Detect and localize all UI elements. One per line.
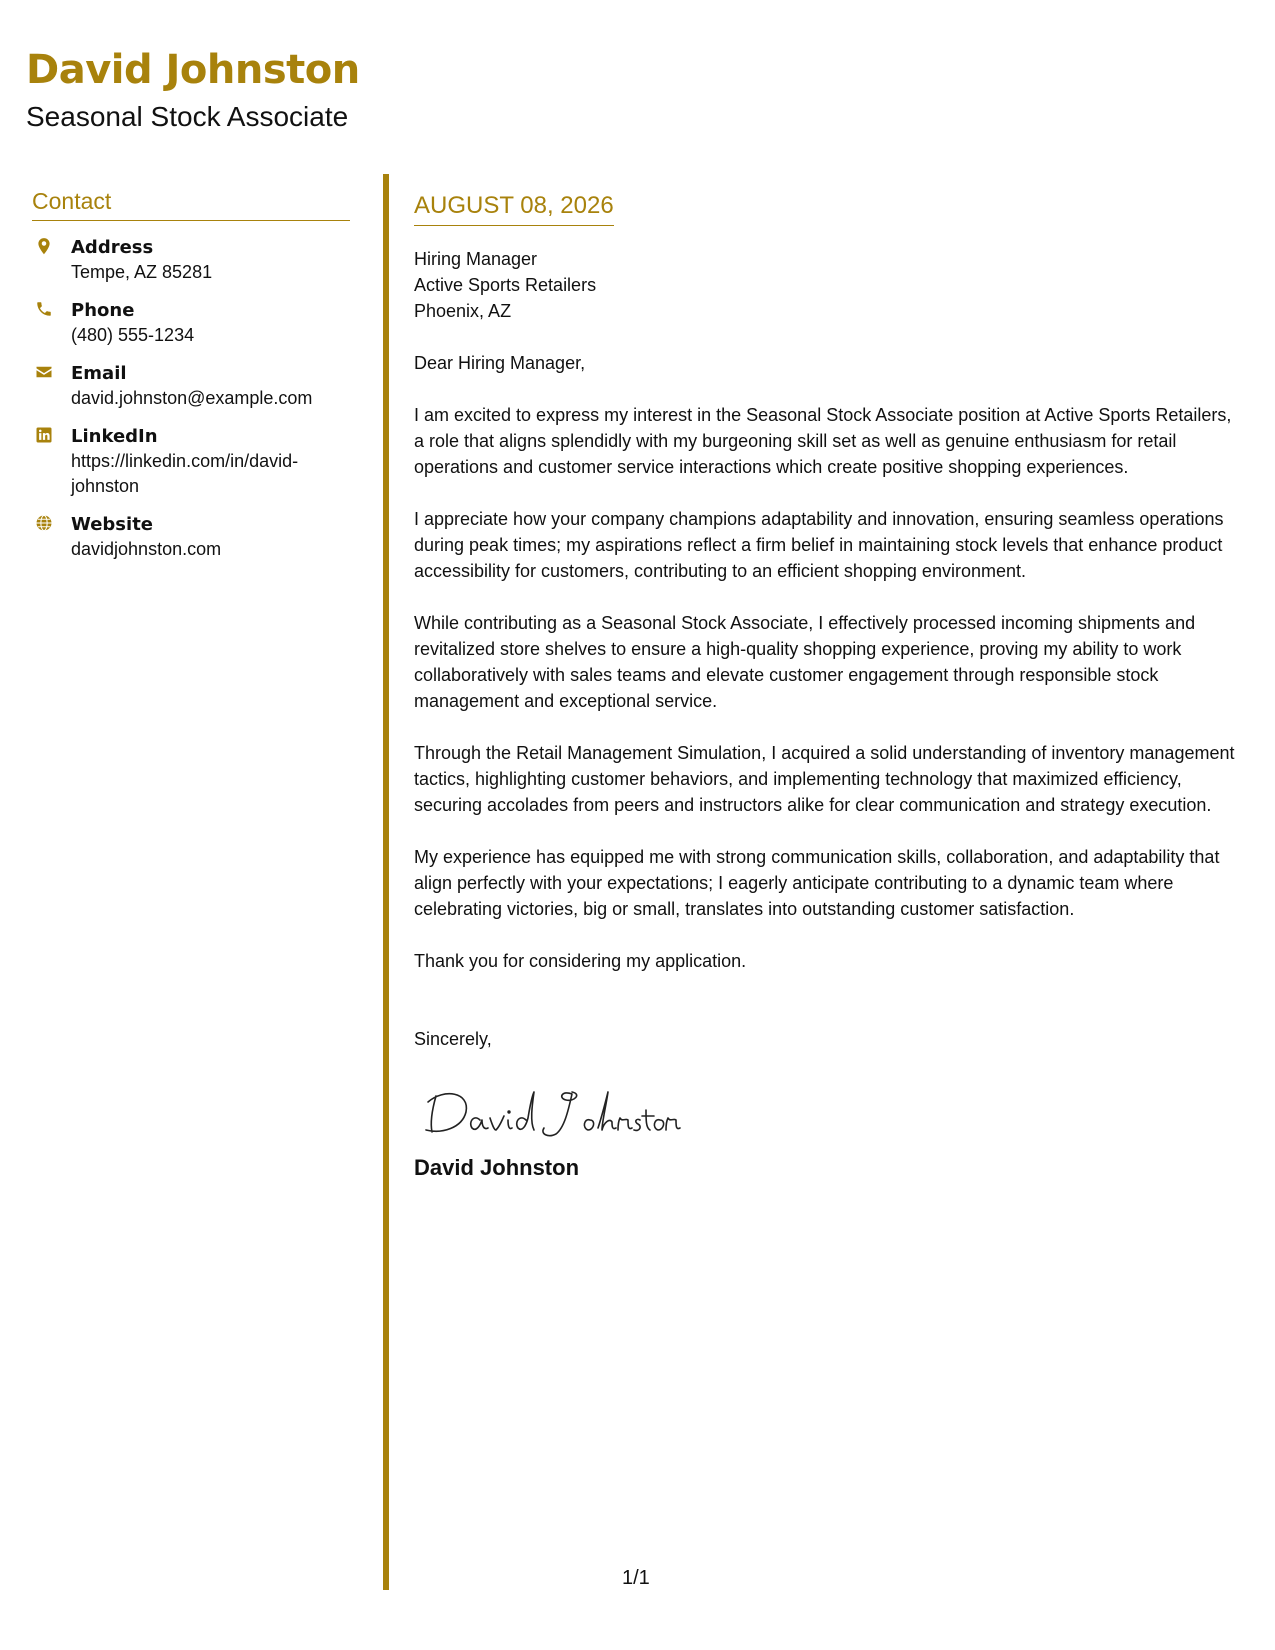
recipient-block [414, 246, 1244, 324]
letter-paragraph: While contributing as a Seasonal Stock Associate, I effectively processed incoming shipments and revitalized store shelves to ensure a high-quality shopping experience, proving my ability to work collaboratively with sales teams and elevate customer engagement through responsible stock management and exceptional service. [414, 612, 1196, 711]
letter-paragraph: Through the Retail Management Simulation, I acquired a solid understanding of inventory management tactics, highlighting customer behaviors, and implementing technology that maximized efficiency, securing accolades from peers and instructors alike for clear communication and strategy execution. [414, 742, 1235, 815]
contact-item-phone [32, 298, 350, 348]
phone-value[interactable]: (480) 555-1234 [71, 324, 195, 345]
contact-sidebar [32, 188, 350, 575]
contact-item-email [32, 361, 350, 411]
globe-icon [35, 514, 53, 532]
contact-label: LinkedIn [71, 425, 158, 447]
letter-paragraph: Thank you for considering my application. [414, 950, 747, 971]
vertical-divider [383, 174, 389, 1590]
contact-label: Website [71, 513, 154, 535]
handwritten-signature [422, 1082, 682, 1142]
linkedin-value[interactable]: https://linkedin.com/in/david-johnston [71, 450, 299, 496]
signed-name: David Johnston [414, 1154, 580, 1180]
address-value: Tempe, AZ 85281 [71, 261, 213, 282]
contact-label: Phone [71, 299, 135, 321]
closing: Sincerely, [414, 1028, 492, 1049]
email-value[interactable]: david.johnston@example.com [71, 387, 313, 408]
job-title: Seasonal Stock Associate [26, 101, 349, 132]
letter-paragraph: I appreciate how your company champions adaptability and innovation, ensuring seamless operations during peak times; my aspirations reflect a firm belief in maintaining stock levels that enhance product accessibility for customers, contributing to an efficient shopping environment. [414, 508, 1224, 581]
contact-item-address [32, 235, 350, 285]
salutation: Dear Hiring Manager, [414, 352, 586, 373]
recipient-location: Phoenix, AZ [414, 300, 512, 321]
contact-label: Email [71, 362, 127, 384]
applicant-name: David Johnston [26, 47, 360, 93]
linkedin-icon [35, 426, 53, 444]
map-pin-icon [35, 237, 53, 255]
cover-letter [414, 192, 1244, 1182]
contact-heading: Contact [32, 188, 350, 221]
recipient-name: Hiring Manager [414, 248, 538, 269]
recipient-company: Active Sports Retailers [414, 274, 597, 295]
envelope-icon [35, 363, 53, 381]
page-number: 1/1 [622, 1567, 650, 1589]
contact-item-website [32, 512, 350, 562]
website-value[interactable]: davidjohnston.com [71, 538, 222, 559]
contact-label: Address [71, 236, 154, 258]
letter-paragraph: I am excited to express my interest in the Seasonal Stock Associate position at Active Sports Retailers, a role that aligns splendidly with my burgeoning skill set as well as genuine enthusiasm for retail operations and customer service interactions which create positive shopping experiences. [414, 404, 1232, 477]
phone-icon [35, 300, 53, 318]
letter-date: AUGUST 08, 2026 [414, 192, 614, 226]
letter-paragraph: My experience has equipped me with strong communication skills, collaboration, and adaptability that align perfectly with your expectations; I eagerly anticipate contributing to a dynamic team where celebrating victories, big or small, translates into outstanding customer satisfaction. [414, 846, 1220, 919]
contact-item-linkedin [32, 424, 350, 499]
